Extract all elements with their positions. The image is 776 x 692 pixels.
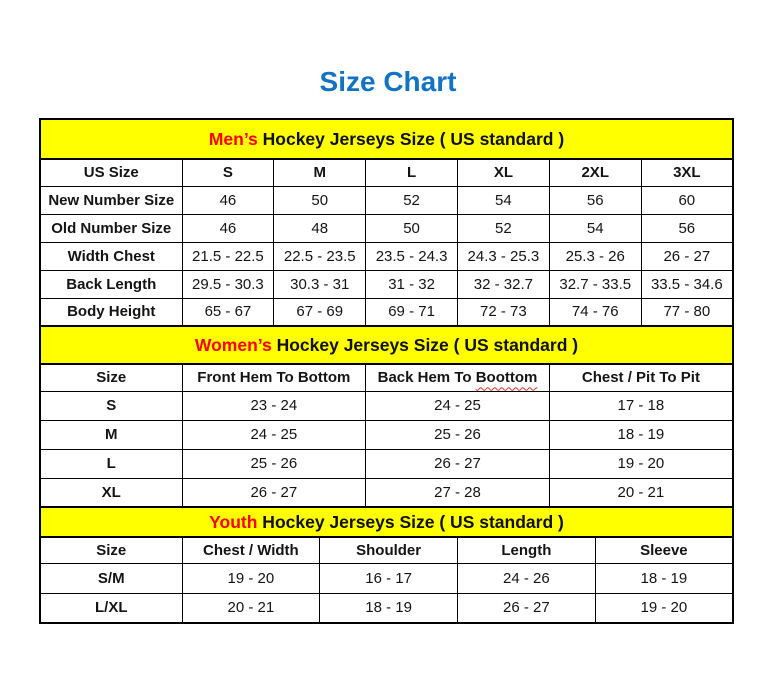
mens-header-2xl: 2XL: [549, 159, 641, 186]
value-cell: 27 - 28: [366, 478, 550, 507]
value-cell: 25.3 - 26: [549, 242, 641, 270]
value-cell: 69 - 71: [366, 298, 458, 326]
value-cell: 19 - 20: [595, 593, 733, 623]
value-cell: 50: [366, 214, 458, 242]
value-cell: 56: [549, 186, 641, 214]
value-cell: 22.5 - 23.5: [274, 242, 366, 270]
table-row: [40, 449, 733, 478]
value-cell: 48: [274, 214, 366, 242]
back-hem-label-misspelled-word: Boottom: [475, 369, 538, 387]
value-cell: 32 - 32.7: [457, 270, 549, 298]
value-cell: 24 - 26: [458, 563, 596, 593]
value-cell: 23.5 - 24.3: [366, 242, 458, 270]
youth-header-sleeve: Sleeve: [595, 537, 733, 563]
table-row: [40, 420, 733, 449]
mens-header-xl: XL: [457, 159, 549, 186]
row-label: L/XL: [40, 593, 182, 623]
back-hem-label-prefix: Back Hem To: [377, 369, 476, 387]
mens-header-us-size: US Size: [40, 159, 182, 186]
value-cell: 19 - 20: [549, 449, 733, 478]
row-label: M: [40, 420, 182, 449]
value-cell: 52: [366, 186, 458, 214]
mens-size-table: [39, 158, 734, 327]
value-cell: 31 - 32: [366, 270, 458, 298]
value-cell: 33.5 - 34.6: [641, 270, 733, 298]
value-cell: 26 - 27: [366, 449, 550, 478]
value-cell: 23 - 24: [182, 391, 366, 420]
youth-size-table: [39, 536, 734, 624]
table-row: [40, 242, 733, 270]
row-label: S: [40, 391, 182, 420]
womens-header-back-hem: [366, 364, 550, 391]
value-cell: 24 - 25: [366, 391, 550, 420]
youth-header-row: [40, 537, 733, 563]
size-chart-tables: [39, 118, 734, 624]
value-cell: 52: [457, 214, 549, 242]
youth-section-banner: [39, 506, 734, 538]
table-row: [40, 298, 733, 326]
value-cell: 26 - 27: [458, 593, 596, 623]
womens-header-size: Size: [40, 364, 182, 391]
womens-section-banner: [39, 325, 734, 365]
youth-banner-text: Hockey Jerseys Size ( US standard ): [257, 511, 564, 532]
mens-header-3xl: 3XL: [641, 159, 733, 186]
womens-banner-text: Hockey Jerseys Size ( US standard ): [271, 334, 579, 355]
row-label: Back Length: [40, 270, 182, 298]
table-row: [40, 563, 733, 593]
value-cell: 18 - 19: [595, 563, 733, 593]
value-cell: 24.3 - 25.3: [457, 242, 549, 270]
value-cell: 74 - 76: [549, 298, 641, 326]
value-cell: 72 - 73: [457, 298, 549, 326]
womens-header-front-hem: Front Hem To Bottom: [182, 364, 366, 391]
value-cell: 29.5 - 30.3: [182, 270, 274, 298]
youth-header-chest-width: Chest / Width: [182, 537, 320, 563]
value-cell: 20 - 21: [182, 593, 320, 623]
row-label: New Number Size: [40, 186, 182, 214]
mens-header-m: M: [274, 159, 366, 186]
value-cell: 26 - 27: [641, 242, 733, 270]
womens-banner-highlight: Women’s: [194, 334, 272, 355]
womens-size-table: [39, 363, 734, 508]
page-title: Size Chart: [319, 66, 457, 97]
row-label: Body Height: [40, 298, 182, 326]
mens-banner-highlight: Men’s: [208, 128, 258, 149]
table-row: [40, 391, 733, 420]
value-cell: 20 - 21: [549, 478, 733, 507]
value-cell: 50: [274, 186, 366, 214]
mens-header-row: [40, 159, 733, 186]
value-cell: 25 - 26: [182, 449, 366, 478]
youth-header-shoulder: Shoulder: [320, 537, 458, 563]
value-cell: 65 - 67: [182, 298, 274, 326]
row-label: Width Chest: [40, 242, 182, 270]
womens-header-row: [40, 364, 733, 391]
mens-banner-text: Hockey Jerseys Size ( US standard ): [257, 128, 565, 149]
value-cell: 21.5 - 22.5: [182, 242, 274, 270]
youth-banner-highlight: Youth: [209, 511, 258, 532]
value-cell: 46: [182, 186, 274, 214]
value-cell: 56: [641, 214, 733, 242]
mens-section-banner: [39, 118, 734, 160]
row-label: XL: [40, 478, 182, 507]
value-cell: 26 - 27: [182, 478, 366, 507]
table-row: [40, 186, 733, 214]
table-row: [40, 478, 733, 507]
value-cell: 54: [549, 214, 641, 242]
value-cell: 46: [182, 214, 274, 242]
value-cell: 17 - 18: [549, 391, 733, 420]
value-cell: 18 - 19: [320, 593, 458, 623]
youth-header-length: Length: [458, 537, 596, 563]
value-cell: 77 - 80: [641, 298, 733, 326]
row-label: S/M: [40, 563, 182, 593]
value-cell: 32.7 - 33.5: [549, 270, 641, 298]
table-row: [40, 270, 733, 298]
row-label: L: [40, 449, 182, 478]
value-cell: 60: [641, 186, 733, 214]
table-row: [40, 214, 733, 242]
value-cell: 24 - 25: [182, 420, 366, 449]
table-row: [40, 593, 733, 623]
value-cell: 25 - 26: [366, 420, 550, 449]
value-cell: 18 - 19: [549, 420, 733, 449]
womens-header-chest-pit: Chest / Pit To Pit: [549, 364, 733, 391]
value-cell: 54: [457, 186, 549, 214]
value-cell: 16 - 17: [320, 563, 458, 593]
mens-header-l: L: [366, 159, 458, 186]
row-label: Old Number Size: [40, 214, 182, 242]
mens-header-s: S: [182, 159, 274, 186]
youth-header-size: Size: [40, 537, 182, 563]
value-cell: 67 - 69: [274, 298, 366, 326]
value-cell: 30.3 - 31: [274, 270, 366, 298]
value-cell: 19 - 20: [182, 563, 320, 593]
